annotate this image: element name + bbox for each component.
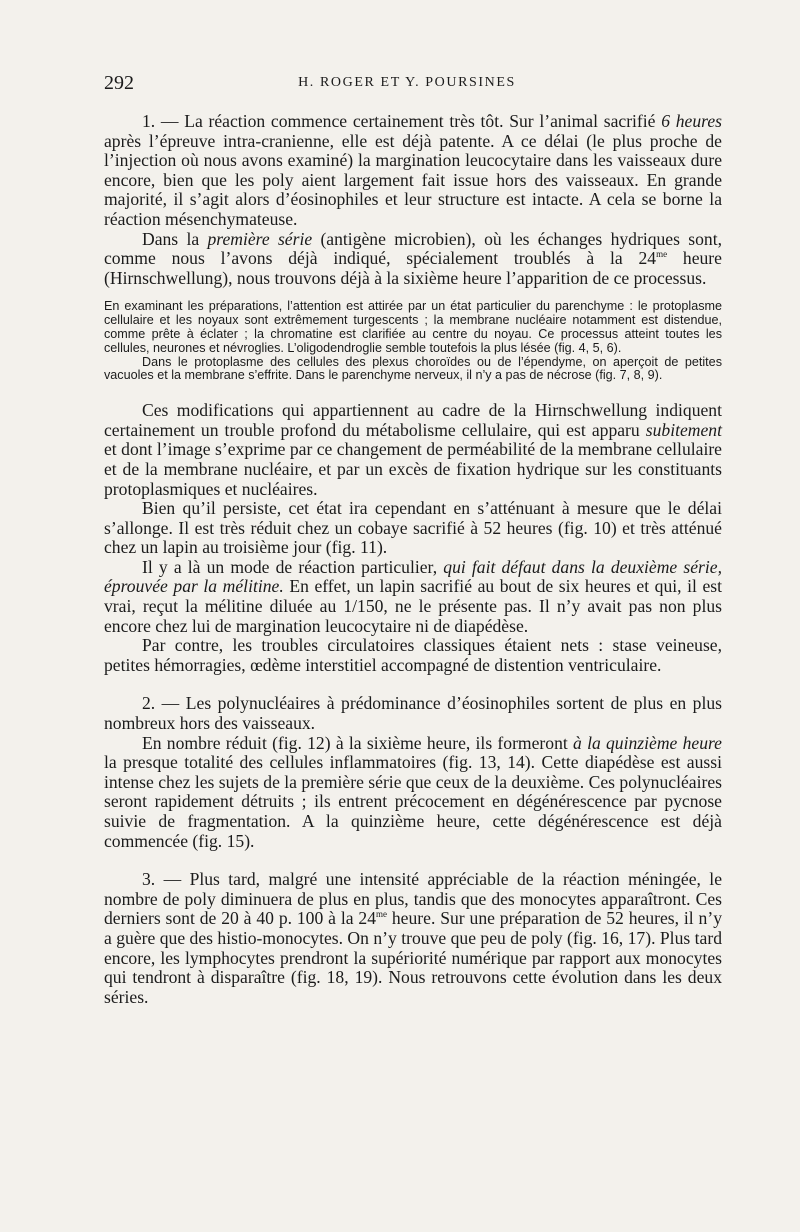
text-run: après l’épreuve intra-cranienne, elle est déjà patente. A ce délai (le plus proche de l’injection où nous avons examiné) la margination leucocytaire dans les vaisseaux dure encore, bien que les poly aient largement fait issue hors des vaisseaux. En grande majorité, il s’agit alors d’éosinophiles et leur structure est intacte. A cela se borne la réaction mésenchymateuse. bbox=[104, 130, 722, 229]
text-run: heure (Hirnschwellung), nous trouvons déjà à la sixième heure l’apparition de ce processus. bbox=[104, 248, 722, 288]
body-text bbox=[104, 112, 722, 1007]
page-header bbox=[104, 72, 710, 98]
italic-run: subitement bbox=[645, 419, 722, 440]
text-run: Ces modifications qui appartiennent au cadre de la Hirnschwellung indiquent certainement un trouble profond du métabolisme cellulaire, qui est apparu bbox=[104, 400, 722, 440]
italic-run: 6 heures bbox=[661, 111, 722, 131]
paragraph-4: Bien qu’il persiste, cet état ira cependant en s’atténuant à mesure que le délai s’allonge. Il est très réduit chez un cobaye sacrifié à 52 heures (fig. 10) et très atténué chez un lapin au troisième jour (fig. 11). bbox=[104, 498, 722, 558]
text-run: Il y a là un mode de réaction particulier, bbox=[142, 556, 444, 577]
superscript: me bbox=[376, 909, 387, 920]
italic-run: à la quinzième heure bbox=[573, 732, 722, 753]
superscript: me bbox=[656, 249, 668, 260]
paragraph-3 bbox=[104, 401, 722, 499]
running-head: H. ROGER ET Y. POURSINES bbox=[298, 75, 516, 90]
text-run: la presque totalité des cellules inflammatoires (fig. 13, 14). Cette diapédèse est aussi intense chez les sujets de la première série que ceux de la deuxième. Ces polynucléaires seront rapidement détruits ; ils entrent précocement en dégénérescence par pycnose suivie de fragmentation. A la quinzième heure, cette dégénérescence est déjà commencée (fig. 15). bbox=[104, 752, 722, 851]
paragraph-6: Par contre, les troubles circulatoires classiques étaient nets : stase veineuse, petites hémorragies, œdème interstitiel accompagné de distention ventriculaire. bbox=[104, 635, 722, 675]
italic-run: première série bbox=[207, 228, 313, 249]
small-paragraph-1: En examinant les préparations, l’attention est attirée par un état particulier du parenchyme : le protoplasme cellulaire et les noyaux sont extrêmement turgescents ; la membrane nucléaire notamment est distendue, comme prête à éclater ; la chromatine est clarifiée au centre du noyau. Ce processus atteint toutes les cellules, neurones et névroglies. L’oligodendroglie semble toutefois la plus lésée (fig. 4, 5, 6). bbox=[104, 299, 722, 355]
paragraph-7: 2. — Les polynucléaires à prédominance d’éosinophiles sortent de plus en plus nombreux hors des vaisseaux. bbox=[104, 693, 722, 734]
text-run: et dont l’image s’exprime par ce changement de perméabilité de la membrane cellulaire et de la membrane nucléaire, et par un excès de fixation hydrique sur les constituants protoplasmiques et nucléaires. bbox=[104, 439, 722, 499]
text-run: En nombre réduit (fig. 12) à la sixième heure, ils formeront bbox=[142, 732, 574, 753]
text-run: 3. — Plus tard, malgré une intensité appréciable de la réaction méningée, le nombre de poly diminuera de plus en plus, tandis que des monocytes apparaîtront. Ces derniers sont de 20 à 40 p. 100 à la 24 bbox=[104, 869, 722, 929]
paragraph-5 bbox=[104, 558, 722, 636]
italic-run: qui fait défaut dans la deuxième série, éprouvée par la mélitine. bbox=[104, 556, 722, 597]
text-run: heure. Sur une préparation de 52 heures, il n’y a guère que des histio-monocytes. On n’y trouve que peu de poly (fig. 16, 17). Plus tard encore, les lymphocytes prendront la supériorité numérique par rapport aux monocytes qui tendront à disparaître (fig. 18, 19). Nous retrouvons cette évolution dans les deux séries. bbox=[104, 908, 722, 1007]
text-run: (antigène microbien), où les échanges hydriques sont, comme nous l’avons déjà indiqué, spécialement troublés à la 24 bbox=[104, 228, 722, 269]
small-paragraph-2: Dans le protoplasme des cellules des plexus choroïdes ou de l’épendyme, on aperçoit de petites vacuoles et la membrane s’effrite. Dans le parenchyme nerveux, il n’y a pas de nécrose (fig. 7, 8, 9). bbox=[104, 354, 722, 383]
paragraph-9 bbox=[104, 870, 722, 1007]
paragraph-1 bbox=[104, 112, 722, 230]
text-run: En effet, un lapin sacrifié au bout de six heures et qui, il est vrai, reçut la mélitine diluée au 1/150, ne le présente pas. Il n’y avait pas non plus encore chez lui de margination leucocytaire ni de diapédèse. bbox=[104, 576, 722, 636]
paragraph-8 bbox=[104, 734, 722, 852]
page-number: 292 bbox=[104, 72, 134, 94]
paragraph-2 bbox=[104, 230, 722, 289]
text-run: 1. — La réaction commence certainement très tôt. Sur l’animal sacrifié bbox=[142, 111, 662, 131]
text-run: Dans la bbox=[142, 228, 208, 249]
